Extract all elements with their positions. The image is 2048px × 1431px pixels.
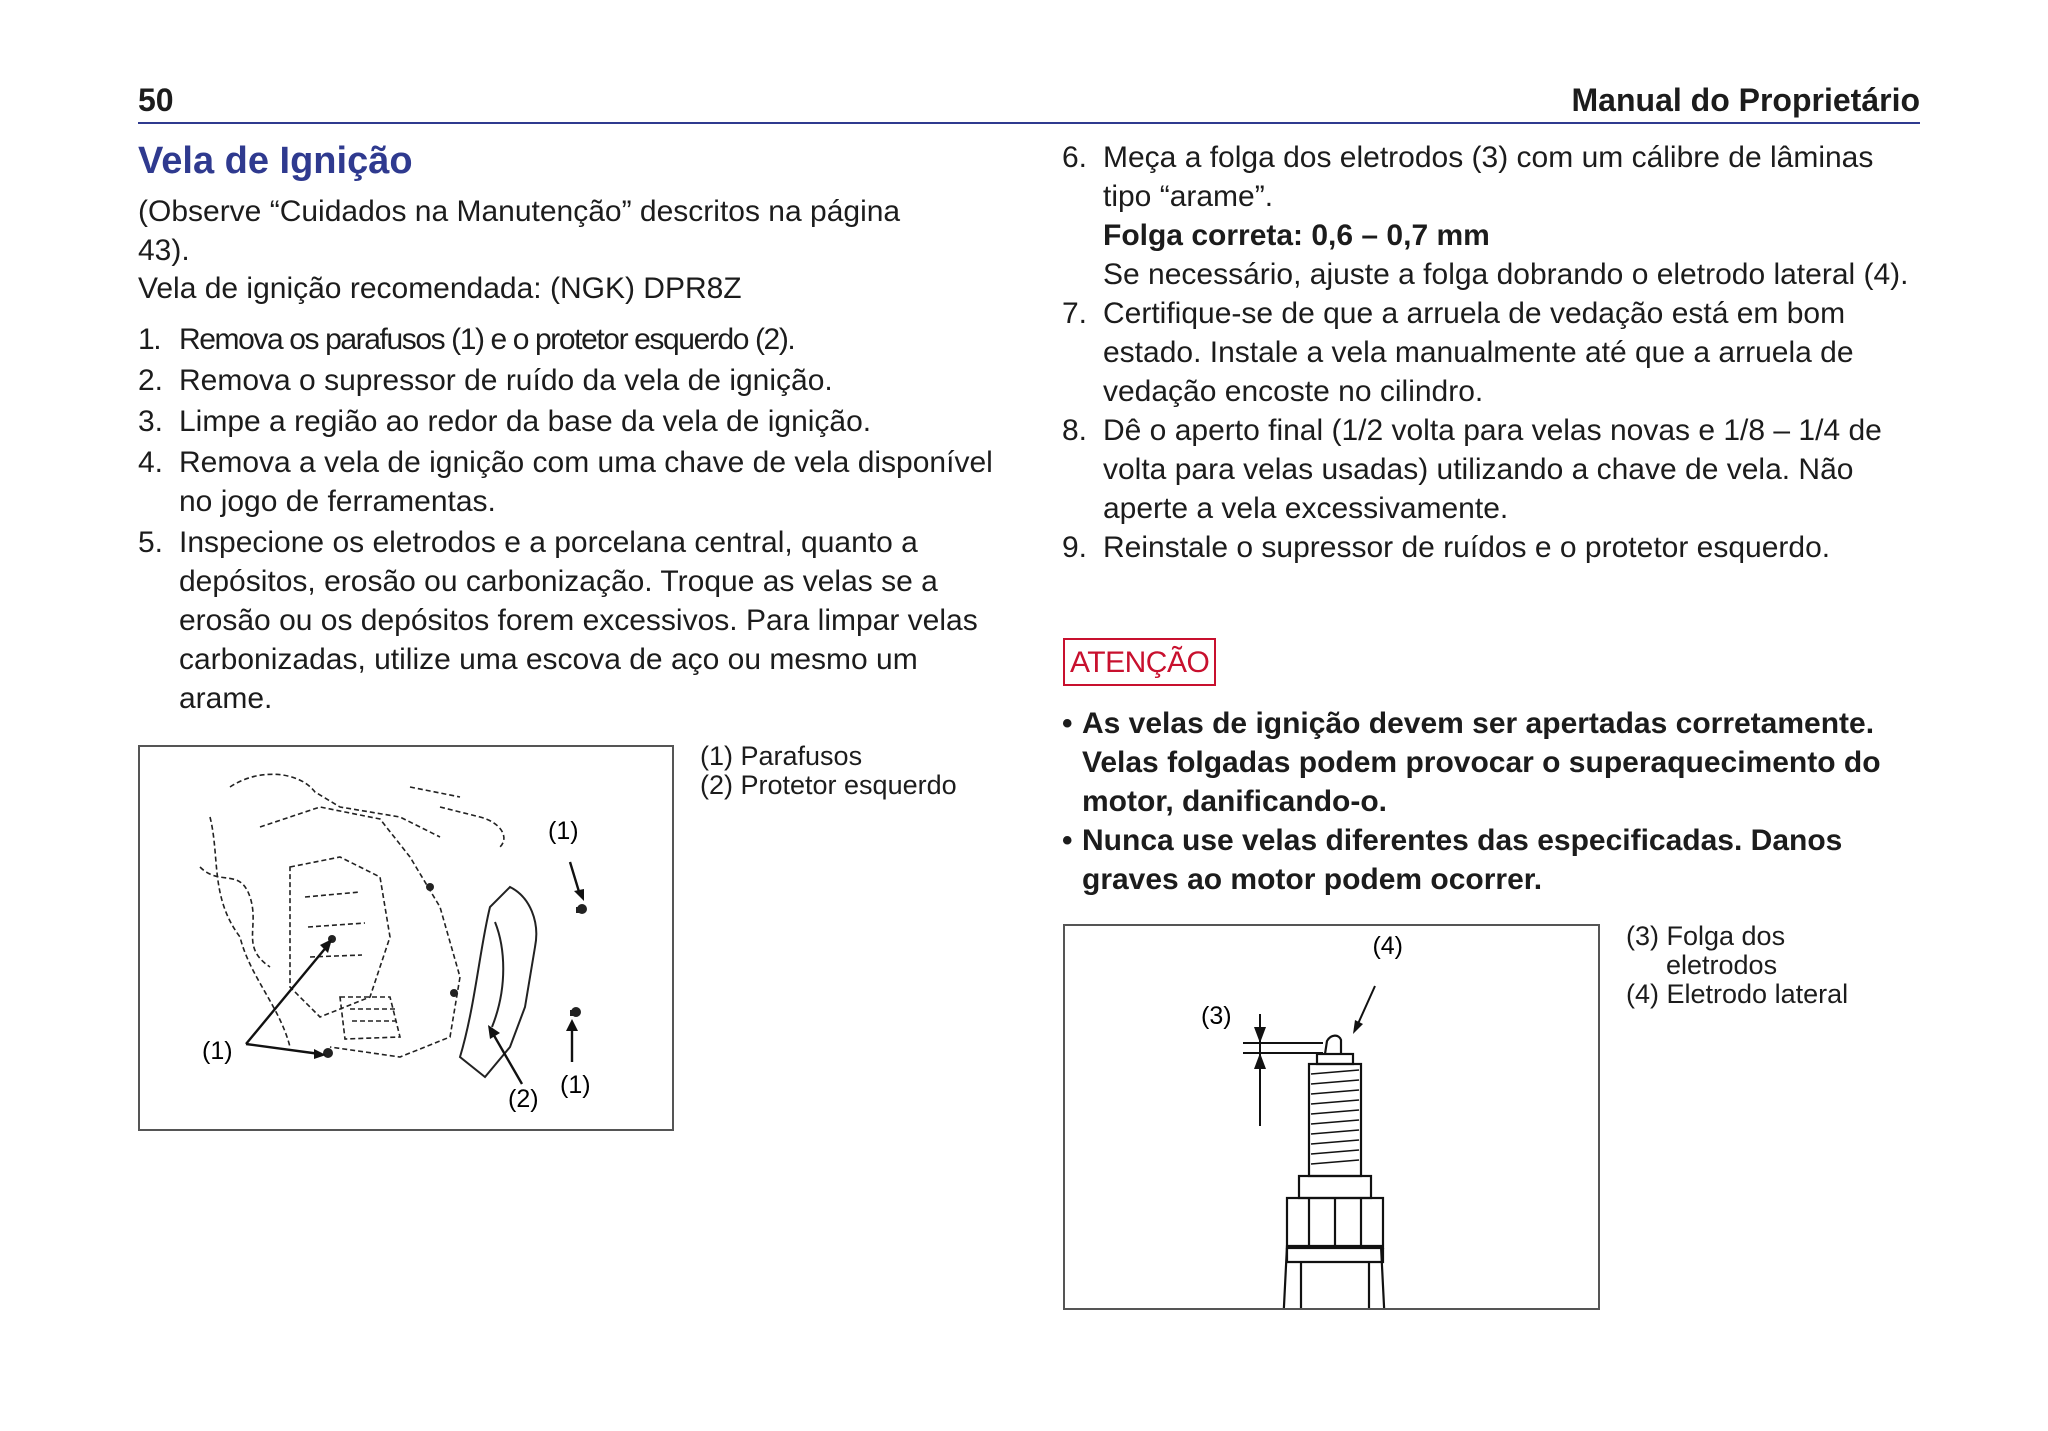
callout-label: (1) (548, 817, 579, 845)
warning-text: As velas de ignição devem ser apertadas corretamente. Velas folgadas podem provocar o superaquecimento do motor, danificando-o. (1082, 707, 1881, 818)
warning-list (1062, 704, 1922, 899)
step-content (1103, 138, 1922, 294)
step-number: 9. (1062, 531, 1088, 564)
step-text: Certifique-se de que a arruela de vedação está em bom estado. Instale a vela manualmente até que a arruela de vedação encoste no cilindro. (1103, 297, 1854, 408)
step-text: Remova os parafusos (1) e o protetor esquerdo (2). (179, 323, 795, 356)
list-item (1062, 138, 1922, 294)
list-item (138, 361, 1004, 400)
callout-label: (2) (508, 1085, 539, 1113)
step-number: 2. (138, 364, 164, 397)
bullet: • (1062, 707, 1073, 740)
step-text: Dê o aperto final (1/2 volta para velas novas e 1/8 – 1/4 de volta para velas usadas) utilizando a chave de vela. Não aperte a vela excessivamente. (1103, 414, 1882, 525)
step-text: Inspecione os eletrodos e a porcelana central, quanto a depósitos, erosão ou carbonização. Troque as velas se a erosão ou os depósitos forem excessivos. Para limpar velas carbonizadas, utilize uma escova de aço ou mesmo um arame. (179, 526, 978, 715)
side-cover-figure (138, 745, 674, 1131)
list-item (1062, 294, 1922, 411)
figure2-caption (1626, 922, 1848, 1009)
callout-label: (3) (1201, 1002, 1232, 1030)
bullet: • (1062, 824, 1073, 857)
list-item (138, 402, 1004, 441)
caption-line: (1) Parafusos (700, 741, 863, 771)
step-number: 4. (138, 446, 164, 479)
attention-badge: ATENÇÃO (1063, 638, 1216, 686)
list-item (138, 523, 1004, 718)
list-item (1062, 528, 1922, 567)
caption-line: eletrodos (1666, 950, 1778, 980)
step-text: Remova o supressor de ruído da vela de ignição. (179, 364, 833, 397)
observe-note: (Observe “Cuidados na Manutenção” descritos na página 43). (138, 195, 901, 267)
recommended-spark-plug: Vela de ignição recomendada: (NGK) DPR8Z (138, 272, 742, 305)
step-number: 7. (1062, 297, 1088, 330)
adjust-note: Se necessário, ajuste a folga dobrando o eletrodo lateral (4). (1103, 258, 1909, 291)
motorcycle-left-side-illustration (140, 747, 672, 1129)
list-item (1062, 411, 1922, 528)
right-step-list (1062, 138, 1922, 567)
page-number: 50 (138, 82, 174, 118)
step-text: Meça a folga dos eletrodos (3) com um cálibre de lâminas tipo “arame”. (1103, 141, 1874, 213)
step-text: Remova a vela de ignição com uma chave de vela disponível no jogo de ferramentas. (179, 446, 993, 518)
list-item (138, 443, 1004, 521)
section-title: Vela de Ignição (138, 140, 413, 182)
warning-text: Nunca use velas diferentes das especificadas. Danos graves ao motor podem ocorrer. (1082, 824, 1843, 896)
caption-line: (3) Folga dos (1626, 921, 1786, 951)
manual-title: Manual do Proprietário (1571, 82, 1920, 118)
step-number: 5. (138, 526, 164, 559)
gap-spec: Folga correta: 0,6 – 0,7 mm (1103, 219, 1490, 252)
warning-item (1062, 704, 1922, 821)
header-divider (138, 122, 1920, 124)
figure1-caption (700, 742, 957, 800)
caption-line: (4) Eletrodo lateral (1626, 979, 1849, 1009)
warning-item (1062, 821, 1922, 899)
callout-label: (1) (202, 1037, 233, 1065)
left-step-list (138, 320, 1004, 720)
step-number: 3. (138, 405, 164, 438)
step-text: Reinstale o supressor de ruídos e o protetor esquerdo. (1103, 531, 1831, 564)
callout-label: (1) (560, 1071, 591, 1099)
step-number: 8. (1062, 414, 1088, 447)
step-number: 1. (138, 323, 161, 356)
step-text: Limpe a região ao redor da base da vela de ignição. (179, 405, 872, 438)
callout-label: (4) (1372, 932, 1403, 960)
list-item (138, 320, 1004, 359)
spark-plug-illustration (1065, 926, 1598, 1308)
spark-plug-figure (1063, 924, 1600, 1310)
caption-line: (2) Protetor esquerdo (700, 770, 957, 800)
step-number: 6. (1062, 141, 1088, 174)
